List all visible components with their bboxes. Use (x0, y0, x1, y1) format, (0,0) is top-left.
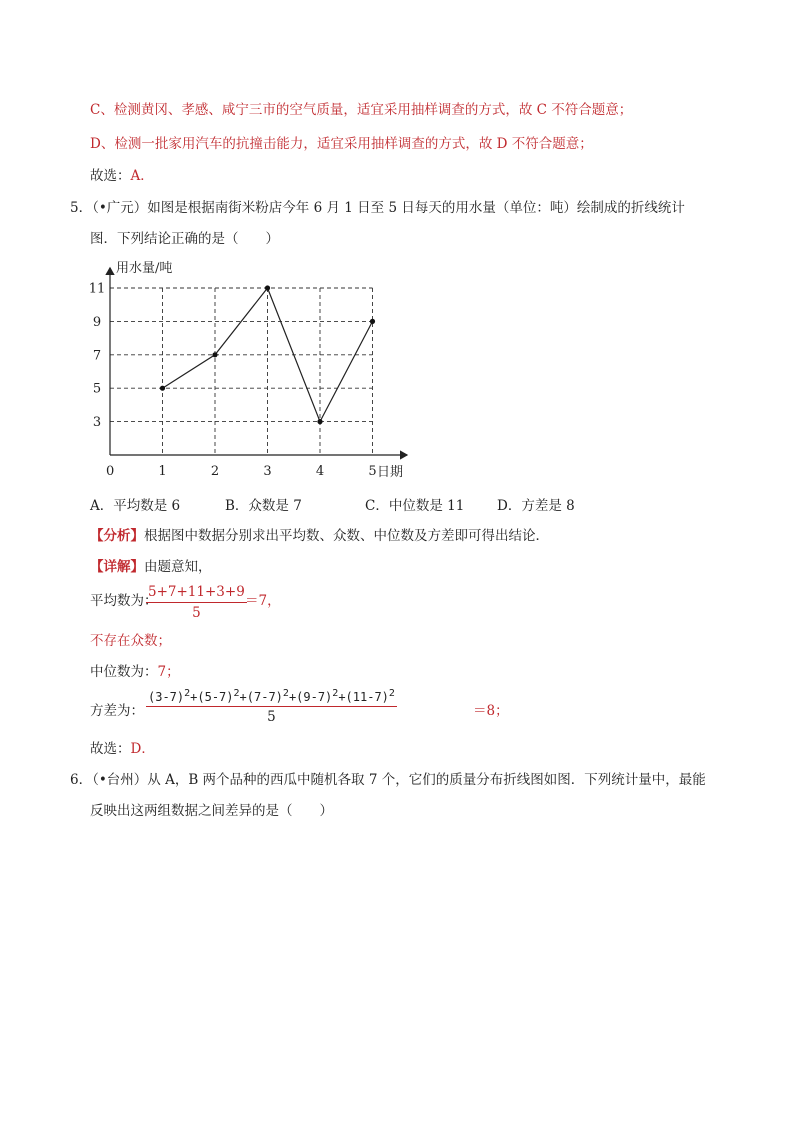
prev-answer (90, 166, 154, 186)
y-tick-label-5: 11 (88, 281, 106, 297)
x-axis-label: 日期 (377, 465, 404, 480)
detail-text: 由题意知， (144, 559, 212, 575)
data-point-2 (212, 352, 217, 357)
detail-tag: 【详解】 (90, 559, 144, 575)
water-usage-line-chart (85, 258, 415, 488)
data-point-1 (160, 386, 165, 391)
question-6-number: 6． (70, 772, 93, 788)
origin-label: 0 (106, 464, 115, 479)
question-5-number: 5． (70, 200, 93, 216)
mean-result: ＝7， (245, 593, 281, 609)
x-tick-label-2: 2 (210, 464, 220, 479)
variance-numerator: $(3-7)^2+(5-7)^2+(7-7)^2+(9-7)^2+(11-7)^2$ (146, 688, 397, 707)
question-6-stem-text-1: （•台州）从 A，B 两个品种的西瓜中随机各取 7 个，它们的质量分布折线图如图．下列统计量中，最能 (92, 772, 706, 788)
option-c: C．中位数是 11 (365, 498, 465, 514)
y-tick-labels (89, 282, 106, 431)
analysis-text: 根据图中数据分别求出平均数、众数、中位数及方差即可得出结论． (144, 528, 549, 544)
question-6-stem-line2: 反映出这两组数据之间差异的是（ ） (90, 803, 333, 819)
x-tick-label-1: 1 (158, 464, 167, 479)
q5-answer-value: D． (130, 741, 155, 757)
variance-label: 方差为： (90, 703, 144, 719)
data-point-5 (370, 319, 375, 324)
mode-text: 不存在众数； (90, 633, 171, 649)
q5-answer-label: 故选： (90, 741, 131, 757)
y-tick-label-4: 9 (92, 314, 102, 330)
median-value: 7； (157, 664, 180, 680)
x-tick-labels (158, 464, 376, 479)
option-b: B．众数是 7 (225, 498, 302, 514)
analysis-line (90, 526, 549, 546)
option-d: D．方差是 8 (497, 498, 575, 514)
variance-denominator: 5 (267, 709, 276, 725)
variance-result: ＝8； (473, 703, 509, 719)
chart-grid (110, 288, 373, 455)
x-tick-label-5: 5 (368, 464, 377, 479)
y-axis-label: 用水量/吨 (116, 261, 173, 276)
x-tick-label-4: 4 (315, 464, 325, 479)
prev-option-c-explanation: C、检测黄冈、孝感、咸宁三市的空气质量，适宜采用抽样调查的方式，故 C 不符合题意； (90, 102, 633, 118)
y-tick-label-2: 5 (92, 381, 102, 397)
analysis-tag: 【分析】 (90, 528, 144, 544)
prev-answer-label: 故选： (90, 168, 131, 184)
question-5-stem-line1 (70, 198, 685, 218)
prev-answer-value: A． (130, 168, 154, 184)
y-tick-label-1: 3 (92, 415, 102, 431)
option-a: A．平均数是 6 (90, 498, 181, 514)
prev-option-d-explanation: D、检测一批家用汽车的抗撞击能力，适宜采用抽样调查的方式，故 D 不符合题意； (90, 136, 593, 152)
question-6-stem-line1 (70, 770, 706, 790)
median-line (90, 662, 180, 682)
x-tick-label-3: 3 (263, 464, 272, 479)
y-tick-label-3: 7 (92, 348, 102, 364)
median-label: 中位数为： (90, 664, 158, 680)
variance-fraction (146, 688, 397, 725)
mean-fraction (146, 584, 247, 621)
question-5-stem-line2: 图．下列结论正确的是（ ） (90, 231, 279, 247)
q5-answer (90, 739, 155, 759)
question-5-stem-text-1: （•广元）如图是根据南街米粉店今年 6 月 1 日至 5 日每天的用水量（单位：吨）绘制成的折线统计 (92, 200, 685, 216)
mean-numerator: 5+7+11+3+9 (146, 584, 247, 603)
mean-label: 平均数为： (90, 593, 158, 609)
data-point-4 (317, 419, 322, 424)
data-point-3 (265, 285, 270, 290)
detail-line (90, 557, 212, 577)
mean-denominator: 5 (192, 605, 201, 621)
